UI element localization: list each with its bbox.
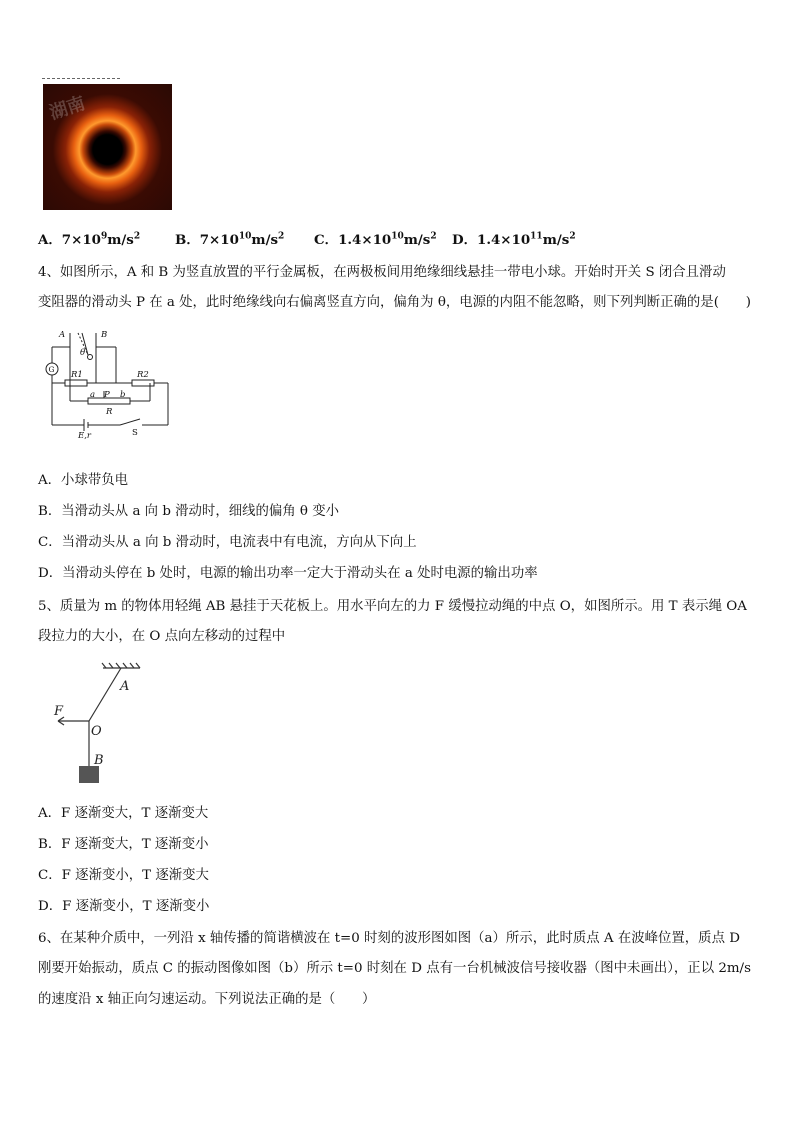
r2-label: R2 bbox=[137, 370, 149, 380]
r1-label: R1 bbox=[71, 370, 83, 380]
galvanometer-label: G bbox=[48, 365, 55, 374]
theta-label: θ bbox=[80, 348, 86, 358]
black-hole-image bbox=[43, 84, 172, 210]
source-label: E,r bbox=[78, 431, 91, 440]
q4-option-a: A．小球带负电 bbox=[38, 473, 129, 488]
q4-circuit-diagram bbox=[40, 325, 175, 440]
q4-stem-line-2: 变阻器的滑动头 P 在 a 处，此时绝缘线向右偏离竖直方向，偏角为 θ，电源的内阻不能忽略，则下列判断正确的是( ) bbox=[38, 295, 751, 310]
plate-a-label: A bbox=[59, 330, 66, 340]
q3-option-c: C．$1.4\times 10^{10}m/s^2$ bbox=[314, 231, 437, 248]
q3-option-b: B．$7\times 10^{10}m/s^2$ bbox=[175, 231, 285, 248]
q6-line-3: 的速度沿 x 轴正向匀速运动。下列说法正确的是（ ） bbox=[38, 992, 376, 1007]
point-b-label: B bbox=[94, 753, 104, 768]
q5-option-c: C．F 逐渐变小，T 逐渐变大 bbox=[38, 868, 209, 883]
q4-option-c: C．当滑动头从 a 向 b 滑动时，电流表中有电流，方向从下向上 bbox=[38, 535, 417, 550]
point-a-label: A bbox=[120, 679, 130, 694]
top-dashed-divider bbox=[42, 78, 120, 79]
switch-label: S bbox=[132, 428, 138, 438]
q4-stem-line-1: 4、如图所示，A 和 B 为竖直放置的平行金属板，在两极板间用绝缘细线悬挂一带电小球。开始时开关 S 闭合且滑动 bbox=[38, 265, 726, 280]
slider-b-label: b bbox=[120, 390, 126, 400]
q5-option-a: A．F 逐渐变大，T 逐渐变大 bbox=[38, 806, 209, 821]
force-f-label: F bbox=[54, 704, 64, 719]
q6-line-1: 6、在某种介质中，一列沿 x 轴传播的简谐横波在 t=0 时刻的波形图如图（a）所示，此时质点 A 在波峰位置，质点 D bbox=[38, 931, 740, 946]
slider-a-label: a bbox=[90, 390, 96, 400]
q5-option-d: D．F 逐渐变小，T 逐渐变小 bbox=[38, 899, 210, 914]
watermark-logo: 湖南 bbox=[47, 92, 88, 124]
q6-line-2: 刚要开始振动，质点 C 的振动图像如图（b）所示 t=0 时刻在 D 点有一台机械波信号接收器（图中未画出），正以 2m/s bbox=[38, 961, 751, 976]
plate-b-label: B bbox=[101, 330, 108, 340]
q3-option-d: D．$1.4\times 10^{11}m/s^2$ bbox=[452, 231, 576, 248]
q3-option-a: A．$7\times 10^9m/s^2$ bbox=[38, 231, 141, 248]
q5-stem-line-1: 5、质量为 m 的物体用轻绳 AB 悬挂于天花板上。用水平向左的力 F 缓慢拉动绳的中点 O，如图所示。用 T 表示绳 OA bbox=[38, 599, 747, 614]
slider-p-label: P bbox=[104, 390, 110, 400]
q4-option-b: B．当滑动头从 a 向 b 滑动时，细线的偏角 θ 变小 bbox=[38, 504, 340, 519]
q5-option-b: B．F 逐渐变大，T 逐渐变小 bbox=[38, 837, 209, 852]
q5-stem-line-2: 段拉力的大小，在 O 点向左移动的过程中 bbox=[38, 629, 286, 644]
q4-option-d: D．当滑动头停在 b 处时，电源的输出功率一定大于滑动头在 a 处时电源的输出功率 bbox=[38, 566, 538, 581]
rheostat-label: R bbox=[106, 407, 113, 417]
point-o-label: O bbox=[91, 724, 102, 739]
q5-rope-diagram bbox=[48, 660, 148, 790]
